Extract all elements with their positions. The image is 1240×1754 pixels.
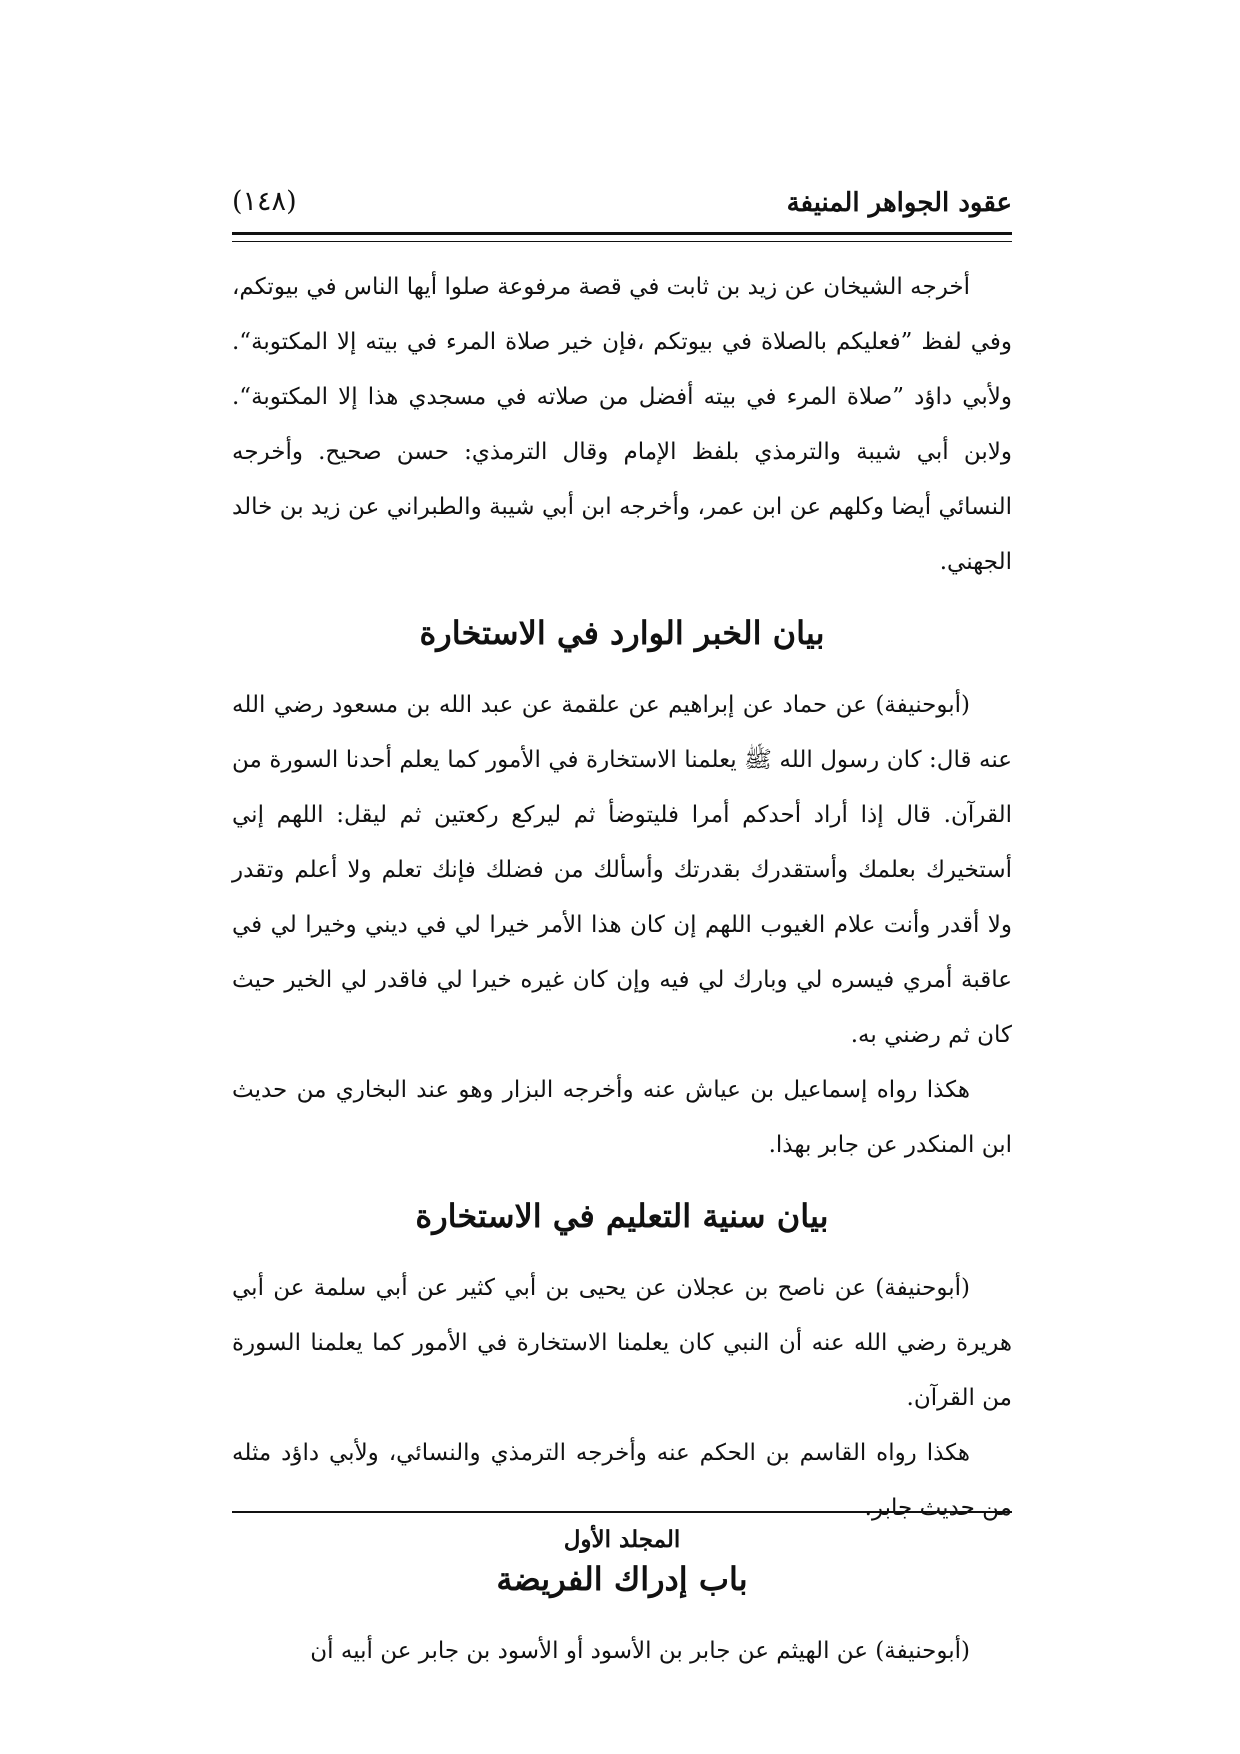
chapter-heading-catching-obligatory-prayer: باب إدراك الفريضة [496, 1560, 748, 1598]
header-divider [232, 232, 1012, 242]
volume-label: المجلد الأول [563, 1526, 681, 1553]
paragraph-teaching-hadith: (أبوحنيفة) عن ناصح بن عجلان عن يحيى بن أبي كثير عن أبي سلمة عن أبي هريرة رضي الله عنه أن النبي كان يعلمنا الاستخارة في الأمور كما يعلمنا السورة من القرآن. [232, 1275, 1012, 1411]
page-body [232, 260, 1012, 1679]
footer-divider [232, 1511, 1012, 1513]
paragraph-istikhara-takhrij: هكذا رواه إسماعيل بن عياش عنه وأخرجه البزار وهو عند البخاري من حديث ابن المنكدر عن جابر بهذا. [232, 1077, 1012, 1158]
book-title: عقود الجواهر المنيفة [786, 188, 1012, 218]
section-heading-istikhara-report: بيان الخبر الوارد في الاستخارة [419, 614, 825, 652]
page-number: (١٤٨) [232, 186, 297, 217]
document-page [232, 180, 1012, 1664]
paragraph-catching-prayer-hadith-start: (أبوحنيفة) عن الهيثم عن جابر بن الأسود أو الأسود بن جابر عن أبيه أن [310, 1638, 970, 1664]
paragraph-teaching-takhrij: هكذا رواه القاسم بن الحكم عنه وأخرجه الترمذي والنسائي، ولأبي داؤد مثله من حديث جابر. [232, 1440, 1012, 1521]
paragraph-istikhara-hadith: (أبوحنيفة) عن حماد عن إبراهيم عن علقمة عن عبد الله بن مسعود رضي الله عنه قال: كان رسول الله ﷺ يعلمنا الاستخارة في الأمور كما يعلم أحدنا السورة من القرآن. قال إذا أراد أحدكم أمرا فليتوضأ ثم ليركع ركعتين ثم ليقل: اللهم إني أستخيرك بعلمك وأستقدرك بقدرتك وأسألك من فضلك فإنك تعلم ولا أعلم وتقدر ولا أقدر وأنت علام الغيوب اللهم إن كان هذا الأمر خيرا لي في ديني وخيرا لي في عاقبة أمري فيسره لي وبارك لي فيه وإن كان غيره خيرا لي فاقدر لي الخير حيث كان ثم رضني به. [232, 692, 1012, 1048]
paragraph-takhrij-prayer-at-home: أخرجه الشيخان عن زيد بن ثابت في قصة مرفوعة صلوا أيها الناس في بيوتكم، وفي لفظ ”فعليكم بالصلاة في بيوتكم ،فإن خير صلاة المرء في بيته إلا المكتوبة“. ولأبي داؤد ”صلاة المرء في بيته أفضل من صلاته في مسجدي هذا إلا المكتوبة“. ولابن أبي شيبة والترمذي بلفظ الإمام وقال الترمذي: حسن صحيح. وأخرجه النسائي أيضا وكلهم عن ابن عمر، وأخرجه ابن أبي شيبة والطبراني عن زيد بن خالد الجهني. [232, 274, 1012, 575]
running-header [232, 180, 1012, 224]
section-heading-istikhara-teaching: بيان سنية التعليم في الاستخارة [415, 1197, 829, 1235]
